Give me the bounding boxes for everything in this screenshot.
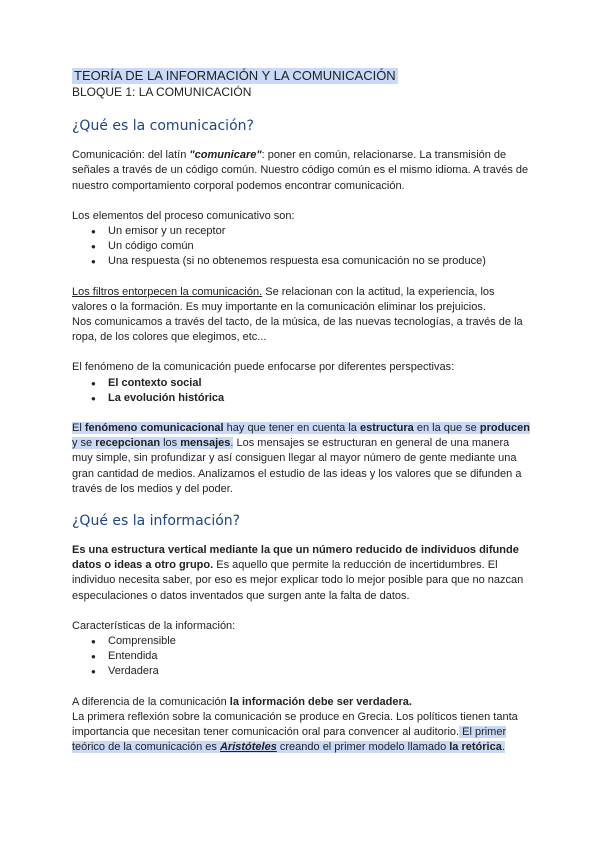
text-run: Es aquello que permite la reducción de incertidumbres. El individuo necesita saber, por eso es mejor explicar todo lo mejor posible para que no nazcan especulaciones o datos inventados que surgen ante la falta de datos. [72, 559, 524, 602]
highlight-run: creando el primer modelo llamado [276, 741, 450, 754]
document-content [72, 68, 532, 756]
heading-informacion: ¿Qué es la información? [72, 513, 241, 530]
perspectives-list [72, 376, 532, 406]
characteristics-list [72, 634, 532, 680]
text-run: : poner en común, relacionarse. La transmisión de señales a través de un código común. Nuestro código común es el mismo idioma. A través de nuestro comportamiento corporal podemos encontrar comunicación. [72, 149, 529, 192]
highlight-run: . [501, 741, 505, 754]
text-run: A diferencia de la comunicación [72, 695, 230, 708]
list-item: ● Entendida [108, 649, 532, 664]
highlight-run: El [72, 422, 85, 435]
list-item: ● Verdadera [108, 664, 532, 679]
highlight-run: en la que se [413, 422, 480, 435]
document-title: TEORÍA DE LA INFORMACIÓN Y LA COMUNICACIÓN [74, 68, 396, 83]
list-item: ● Un emisor y un receptor [108, 224, 532, 239]
latin-term: "comunicare" [189, 149, 262, 162]
elements-list [72, 224, 532, 270]
paragraph-fenomeno [72, 421, 532, 497]
paragraph-definicion [72, 148, 532, 194]
paragraph-canales: Nos comunicamos a través del tacto, de la música, de las nuevas tecnologías, a través de la ropa, de los colores que elegimos, etc... [72, 316, 523, 344]
text-run: La primera reflexión sobre la comunicación se produce en Grecia. Los políticos tienen tanta importancia que necesitan tener comunicación oral para convencer al auditorio. [72, 710, 518, 739]
paragraph-diferencia [72, 695, 532, 710]
underlined-text: Los filtros entorpecen la comunicación. [72, 285, 263, 298]
document-subtitle: BLOQUE 1: LA COMUNICACIÓN [72, 85, 252, 100]
paragraph-estructura [72, 543, 532, 604]
bold-text: la información debe ser verdadera. [229, 695, 412, 708]
highlight-run: y se [72, 437, 96, 450]
list-item [108, 376, 532, 391]
bold-text: Es una estructura vertical mediante la que un número reducido de individuos difunde datos o ideas a otro grupo. [72, 544, 519, 572]
highlight-bold: Aristóteles [219, 741, 277, 754]
list-item: ● Un código común [108, 239, 532, 254]
text-run: Comunicación: del latín [72, 149, 190, 162]
highlight-bold: estructura [359, 422, 414, 435]
highlight-bold: fenómeno comunicacional [84, 422, 224, 435]
list-item: ● Una respuesta (si no obtenemos respuesta esa comunicación no se produce) [108, 254, 532, 269]
highlight-bold: mensajes [180, 437, 231, 450]
heading-comunicacion: ¿Qué es la comunicación? [72, 118, 254, 135]
characteristics-intro: Características de la información: [72, 619, 236, 632]
bold-text: El contexto social [108, 376, 202, 389]
paragraph-historia [72, 710, 532, 756]
highlight-run: . [230, 437, 234, 450]
list-item [108, 391, 532, 406]
bold-text: La evolución histórica [108, 391, 225, 404]
highlight-bold: recepcionan [95, 437, 161, 450]
highlight-run: El primer teórico de la comunicación es [72, 726, 507, 754]
highlight-run: los [160, 437, 181, 450]
highlight-bold: la retórica [449, 741, 502, 754]
paragraph-filtros [72, 285, 532, 315]
perspectives-intro: El fenómeno de la comunicación puede enfocarse por diferentes perspectivas: [72, 361, 455, 374]
elements-intro: Los elementos del proceso comunicativo son: [72, 209, 295, 222]
text-run: Los mensajes se estructuran en general de una manera muy simple, sin profundizar y así consiguen llegar al mayor número de gente mediante una gran cantidad de medios. Analizamos el estudio de las ideas y los valores que se difunden a través de los medios y del poder. [72, 437, 522, 495]
list-item: ● Comprensible [108, 634, 532, 649]
highlight-bold: producen [479, 422, 530, 435]
text-run: Se relacionan con la actitud, la experiencia, los valores o la formación. Es muy importante en la comunicación eliminar los prejuicios. [72, 285, 495, 313]
highlight-run: hay que tener en cuenta la [223, 422, 360, 435]
